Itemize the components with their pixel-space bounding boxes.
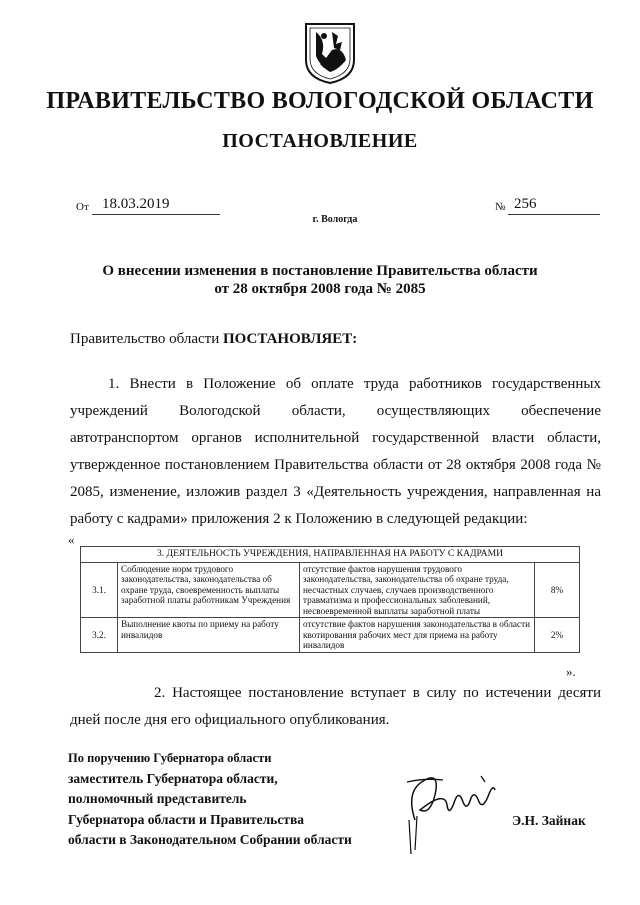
table-header-row <box>81 547 580 563</box>
quote-open: « <box>68 532 75 547</box>
criteria-table <box>80 546 580 653</box>
signatory-line: Губернатора области и Правительства <box>68 811 304 827</box>
row-criterion: Выполнение квоты по приему на работу инвалидов <box>118 618 300 653</box>
signatory-line: полномочный представитель <box>68 791 247 806</box>
signatory-line: По поручению Губернатора области <box>68 751 272 765</box>
document-subject <box>90 262 550 298</box>
decree-keyword: ПОСТАНОВЛЯЕТ: <box>222 331 358 347</box>
document-number: 256 <box>508 196 600 215</box>
date-label: От <box>76 201 89 213</box>
row-percent: 2% <box>535 618 580 653</box>
handwritten-signature <box>385 750 510 858</box>
signatory-line: области в Законодательном Собрании области <box>68 832 352 847</box>
table-row <box>81 562 580 618</box>
paragraph-2: 2. Настоящее постановление вступает в силу по истечении десяти дней после дня его официального опубликования. <box>70 685 601 728</box>
subject-line: О внесении изменения в постановление Правительства области <box>102 263 538 279</box>
government-title: ПРАВИТЕЛЬСТВО ВОЛОГОДСКОЙ ОБЛАСТИ <box>46 88 594 114</box>
decree-line <box>70 331 357 348</box>
row-criterion: Соблюдение норм трудового законодательства, законодательства об охране труда, своевременность выплаты заработной платы работникам Учреждения <box>118 562 300 618</box>
signatory-title <box>68 748 352 851</box>
paragraph-1: 1. Внести в Положение об оплате труда работников государственных учреждений Вологодской области, осуществляющих обеспечение автотранспортом органов исполнительной государственной власти области, утвержденное постановлением Правительства области от 28 октября 2008 года № 2085, изменение, изложив раздел 3 «Деятельность учреждения, направленная на работу с кадрами» приложения 2 к Положению в следующей редакции: <box>70 376 601 527</box>
row-number: 3.2. <box>81 618 118 653</box>
city-label: г. Вологда <box>312 214 358 225</box>
quote-close: ». <box>566 664 576 679</box>
coat-of-arms-icon <box>302 20 358 86</box>
document-date: 18.03.2019 <box>92 196 220 215</box>
number-label: № <box>495 201 506 213</box>
signatory-line: заместитель Губернатора области, <box>68 770 278 786</box>
table-row <box>81 618 580 653</box>
document-type: ПОСТАНОВЛЕНИЕ <box>222 130 418 152</box>
table-header: 3. ДЕЯТЕЛЬНОСТЬ УЧРЕЖДЕНИЯ, НАПРАВЛЕННАЯ НА РАБОТУ С КАДРАМИ <box>81 547 580 563</box>
row-number: 3.1. <box>81 562 118 618</box>
signer-name: Э.Н. Зайнак <box>512 813 586 828</box>
subject-line: от 28 октября 2008 года № 2085 <box>214 281 426 297</box>
row-percent: 8% <box>535 562 580 618</box>
row-indicator: отсутствие фактов нарушения законодательства в области квотирования рабочих мест для приема на работу инвалидов <box>300 618 535 653</box>
row-indicator: отсутствие фактов нарушения трудового законодательства, законодательства об охране труда, несчастных случаев, случаев производственного травматизма и профессиональных заболеваний, несвоевременной выплаты заработной платы <box>300 562 535 618</box>
decree-prefix: Правительство области <box>70 331 220 347</box>
